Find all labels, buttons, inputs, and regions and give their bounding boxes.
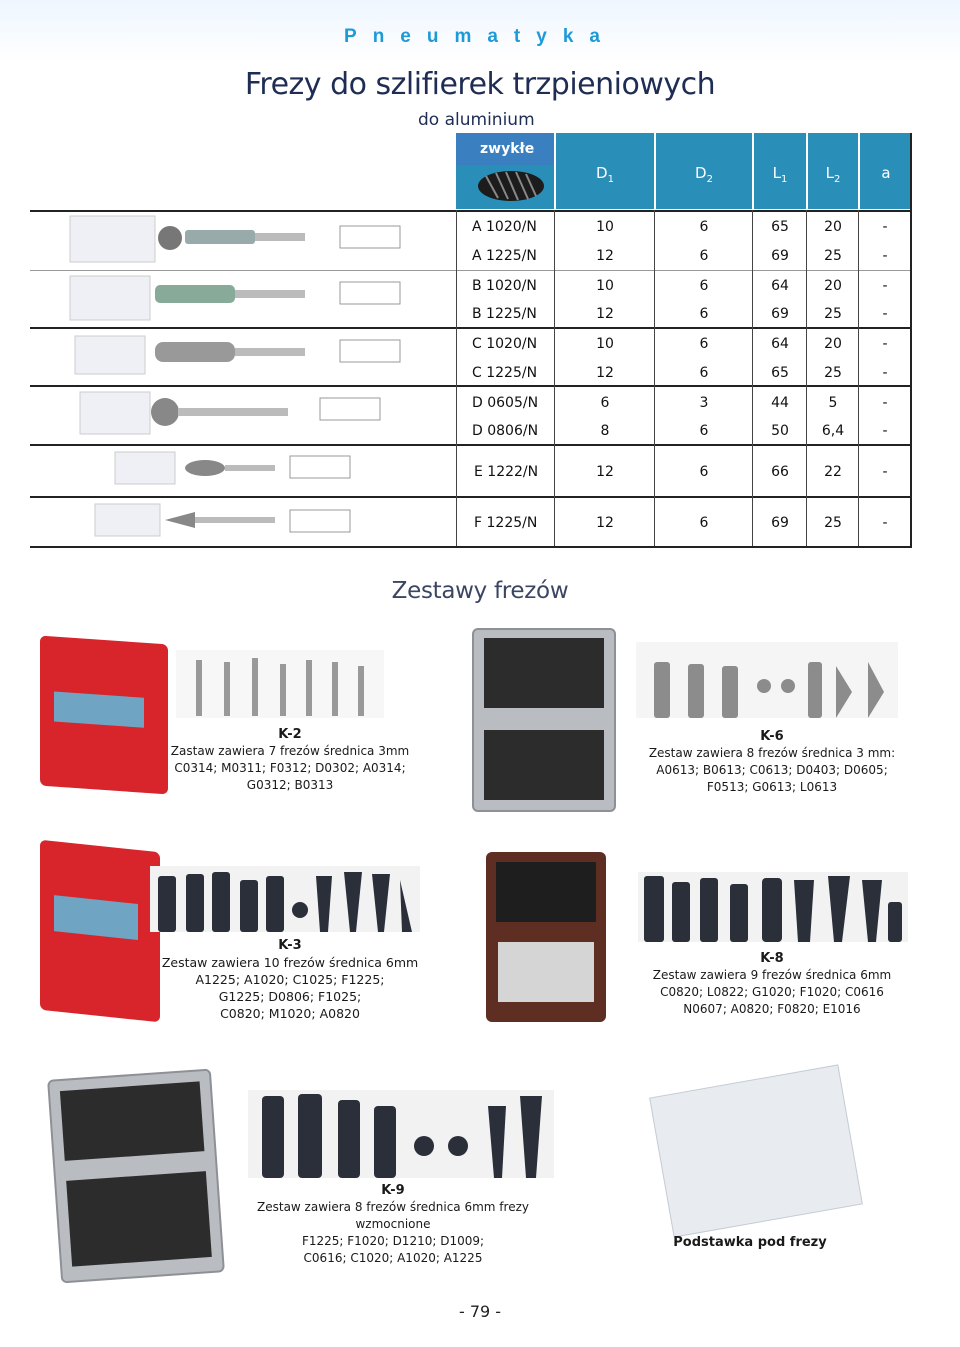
row-a: - <box>882 219 888 235</box>
row-l1: 44 <box>771 395 789 411</box>
k8-code: K-8 <box>760 951 784 966</box>
row-code: C 1225/N <box>472 365 538 381</box>
row-d2: 6 <box>699 464 709 480</box>
aluminium-case-image <box>472 628 616 812</box>
row-d1: 8 <box>600 423 610 439</box>
k6-line1: Zestaw zawiera 8 frezów średnica 3 mm: <box>648 746 896 760</box>
box-tray <box>498 942 594 1002</box>
row-d2: 6 <box>699 336 709 352</box>
k6-code: K-6 <box>760 729 784 744</box>
k8-burrs-image <box>638 872 908 942</box>
table-column-divider <box>554 210 555 546</box>
row-l2: 25 <box>824 248 842 264</box>
row-l1: 69 <box>771 248 789 264</box>
row-code: B 1020/N <box>472 278 537 294</box>
k8-description <box>640 950 904 1018</box>
row-code: C 1020/N <box>472 336 538 352</box>
col-header-d1: $D_1$ <box>596 164 614 185</box>
k6-line2: A0613; B0613; C0613; D0403; D0605; <box>656 763 888 777</box>
row-l1: 64 <box>771 336 789 352</box>
page-number: - 79 - <box>458 1302 502 1321</box>
row-code: D 0806/N <box>472 423 539 439</box>
table-right-border <box>910 133 912 546</box>
k2-line2: C0314; M0311; F0312; D0302; A0314; <box>174 761 406 775</box>
box-lid-lining <box>496 862 596 922</box>
row-d1: 10 <box>596 336 614 352</box>
k9-case-image <box>47 1069 225 1284</box>
row-code: A 1020/N <box>472 219 537 235</box>
row-d2: 6 <box>699 278 709 294</box>
k3-line3: G1225; D0806; F1025; <box>218 989 362 1004</box>
row-d1: 12 <box>596 248 614 264</box>
sets-title: Zestawy frezów <box>391 578 569 604</box>
row-l1: 65 <box>771 365 789 381</box>
k2-line1: Zastaw zawiera 7 frezów średnica 3mm <box>170 744 410 758</box>
row-d2: 6 <box>699 248 709 264</box>
k2-line3: G0312; B0313 <box>246 778 334 792</box>
k2-case-image <box>40 636 168 795</box>
row-code: D 0605/N <box>472 395 539 411</box>
row-d1: 10 <box>596 278 614 294</box>
k3-burrs-image <box>150 866 420 932</box>
case-insert <box>54 692 144 728</box>
section-name: Pneumatyka <box>344 26 616 47</box>
row-a: - <box>882 248 888 264</box>
wooden-box-image <box>486 852 606 1022</box>
k8-line2: C0820; L0822; G1020; F1020; C0616 <box>660 985 884 999</box>
k8-line3: N0607; A0820; F0820; E1016 <box>683 1002 861 1016</box>
row-l2: 25 <box>824 365 842 381</box>
row-d2: 6 <box>699 219 709 235</box>
k3-line4: C0820; M1020; A0820 <box>220 1006 360 1021</box>
row-l1: 69 <box>771 306 789 322</box>
row-l2: 20 <box>824 278 842 294</box>
row-d1: 12 <box>596 464 614 480</box>
row-d2: 6 <box>699 515 709 531</box>
k3-line1: Zestaw zawiera 10 frezów średnica 6mm <box>161 955 419 970</box>
k6-burrs-image <box>636 642 898 718</box>
row-a: - <box>882 423 888 439</box>
row-l1: 65 <box>771 219 789 235</box>
k6-description <box>640 728 904 796</box>
row-d1: 12 <box>596 365 614 381</box>
row-d2: 6 <box>699 365 709 381</box>
row-l2: 20 <box>824 219 842 235</box>
col-header-d2: $D_2$ <box>695 164 713 185</box>
row-a: - <box>882 306 888 322</box>
row-a: - <box>882 278 888 294</box>
k9-line3: C0616; C1020; A1020; A1225 <box>303 1251 483 1265</box>
burr-drawings <box>60 212 455 542</box>
page-subtitle: do aluminium <box>418 110 535 130</box>
case-tray <box>66 1171 212 1267</box>
k9-line2: F1225; F1020; D1210; D1009; <box>301 1234 485 1248</box>
case-tray <box>484 730 604 800</box>
row-l1: 50 <box>771 423 789 439</box>
row-a: - <box>882 336 888 352</box>
row-l2: 20 <box>824 336 842 352</box>
k9-description <box>220 1182 566 1267</box>
case-lid <box>60 1081 205 1161</box>
row-l1: 69 <box>771 515 789 531</box>
k9-burrs-image <box>248 1090 554 1178</box>
table-column-divider <box>752 210 753 546</box>
row-d1: 12 <box>596 306 614 322</box>
k2-burrs-image <box>176 650 384 718</box>
case-lid <box>484 638 604 708</box>
case-insert <box>54 895 138 940</box>
row-code: B 1225/N <box>472 306 537 322</box>
k6-line3: F0513; G0613; L0613 <box>706 780 838 794</box>
k3-line2: A1225; A1020; C1025; F1225; <box>195 972 385 987</box>
row-a: - <box>882 515 888 531</box>
k9-line1: Zestaw zawiera 8 frezów średnica 6mm frezy wzmocnione <box>257 1200 529 1231</box>
k8-line1: Zestaw zawiera 9 frezów średnica 6mm <box>652 968 892 982</box>
stand-label: Podstawka pod frezy <box>673 1235 827 1250</box>
k3-case-image <box>40 840 160 1023</box>
row-l2: 6,4 <box>821 423 845 439</box>
table-column-divider <box>806 210 807 546</box>
row-a: - <box>882 395 888 411</box>
table-column-divider <box>654 210 655 546</box>
k3-description <box>150 936 430 1022</box>
table-rule <box>30 546 912 548</box>
row-a: - <box>882 464 888 480</box>
row-l1: 64 <box>771 278 789 294</box>
burr-type-a-drawing <box>70 216 400 262</box>
k2-code: K-2 <box>278 727 302 742</box>
row-code: A 1225/N <box>472 248 537 264</box>
col-header-l1: $L_1$ <box>772 164 788 185</box>
table-column-divider <box>456 210 457 546</box>
row-l1: 66 <box>771 464 789 480</box>
k3-code: K-3 <box>278 938 302 953</box>
page-title: Frezy do szlifierek trzpieniowych <box>244 67 716 102</box>
row-a: - <box>882 365 888 381</box>
col-header-l2: $L_2$ <box>825 164 841 185</box>
table-column-divider <box>858 210 859 546</box>
row-d1: 12 <box>596 515 614 531</box>
burr-header-image <box>476 168 546 204</box>
row-code: F 1225/N <box>474 515 538 531</box>
row-code: E 1222/N <box>474 464 539 480</box>
row-l2: 5 <box>828 395 838 411</box>
row-l2: 25 <box>824 306 842 322</box>
stand-image <box>649 1064 863 1237</box>
row-d2: 3 <box>699 395 709 411</box>
k2-description <box>150 726 430 794</box>
k9-code: K-9 <box>381 1183 405 1198</box>
row-d1: 6 <box>600 395 610 411</box>
table-group-label: zwykłe <box>456 133 554 165</box>
row-l2: 25 <box>824 515 842 531</box>
col-header-a: a <box>881 164 891 182</box>
row-d1: 10 <box>596 219 614 235</box>
row-d2: 6 <box>699 423 709 439</box>
row-d2: 6 <box>699 306 709 322</box>
row-l2: 22 <box>824 464 842 480</box>
